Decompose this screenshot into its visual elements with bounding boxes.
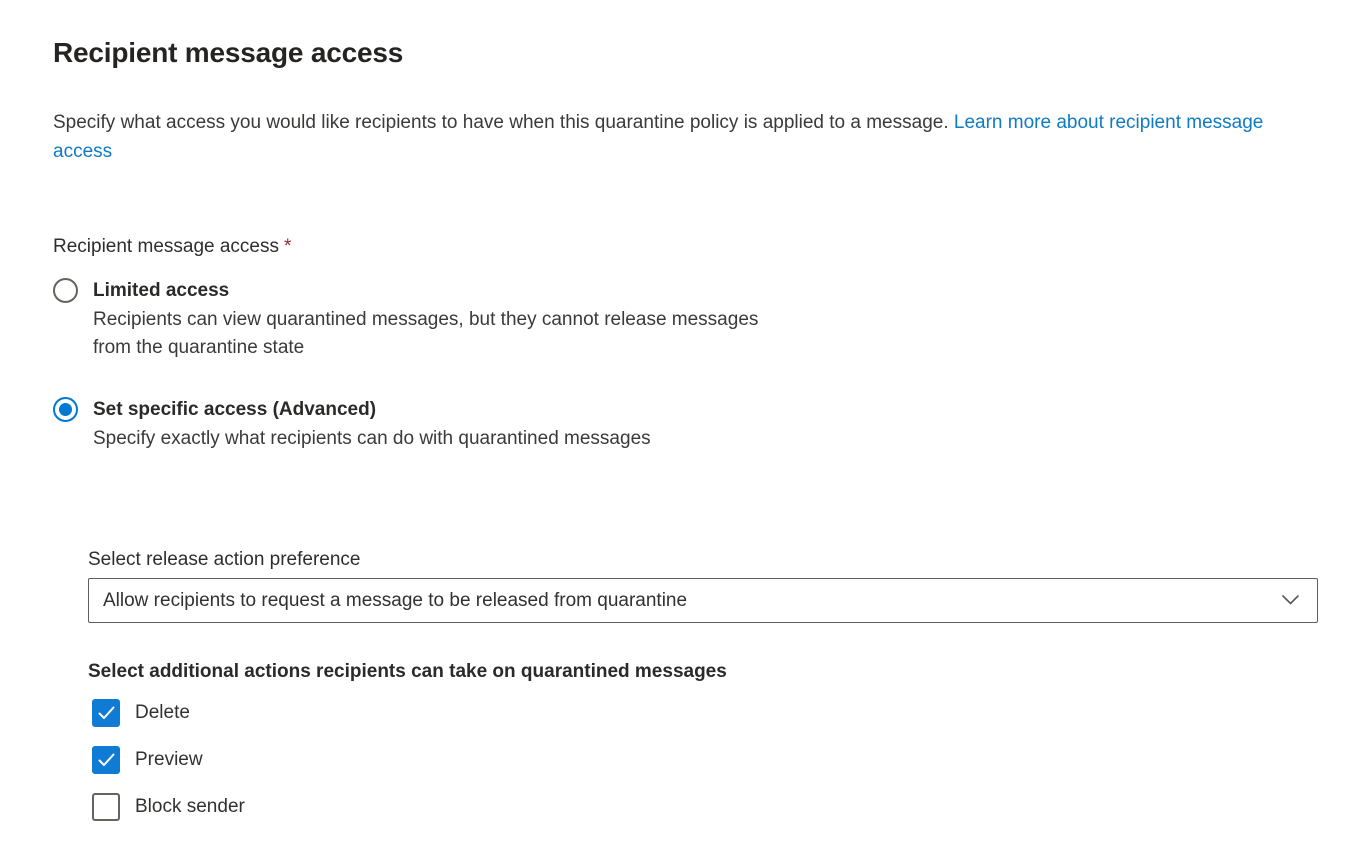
advanced-access-section bbox=[88, 545, 1318, 821]
release-action-label: Select release action preference bbox=[88, 549, 361, 570]
radio-option-label: Limited access bbox=[93, 280, 230, 301]
checkbox-row-delete[interactable] bbox=[92, 699, 1318, 727]
additional-actions-label: Select additional actions recipients can take on quarantined messages bbox=[88, 661, 727, 682]
set-specific-access-radio-button[interactable] bbox=[53, 397, 78, 422]
radio-option-limited-access[interactable] bbox=[53, 276, 1318, 362]
release-action-selected-value: Allow recipients to request a message to be released from quarantine bbox=[103, 589, 688, 611]
radio-option-label: Set specific access (Advanced) bbox=[93, 399, 377, 420]
limited-access-radio-button[interactable] bbox=[53, 278, 78, 303]
checkbox-label: Block sender bbox=[135, 796, 245, 817]
checkbox-label: Preview bbox=[135, 749, 203, 770]
checkbox-row-preview[interactable] bbox=[92, 746, 1318, 774]
additional-actions-list bbox=[92, 699, 1318, 821]
radio-option-description: Specify exactly what recipients can do with quarantined messages bbox=[93, 428, 651, 449]
page-description bbox=[53, 108, 1318, 166]
checkmark-icon bbox=[98, 753, 115, 767]
release-action-dropdown[interactable] bbox=[88, 578, 1318, 623]
preview-checkbox[interactable] bbox=[92, 746, 120, 774]
radio-option-body bbox=[93, 395, 651, 453]
radio-option-set-specific-access[interactable] bbox=[53, 395, 1318, 453]
checkbox-row-block-sender[interactable] bbox=[92, 793, 1318, 821]
radio-option-description: Recipients can view quarantined messages, but they cannot release messages from the quarantine state bbox=[93, 309, 759, 358]
page-description-text: Specify what access you would like recipients to have when this quarantine policy is applied to a message. bbox=[53, 112, 949, 133]
checkmark-icon bbox=[98, 706, 115, 720]
required-asterisk: * bbox=[284, 236, 292, 257]
radio-option-body bbox=[93, 276, 793, 362]
checkbox-label: Delete bbox=[135, 702, 190, 723]
access-group-label bbox=[53, 232, 1318, 261]
access-group-label-text: Recipient message access bbox=[53, 236, 279, 257]
delete-checkbox[interactable] bbox=[92, 699, 120, 727]
learn-more-link[interactable]: Learn more about recipient message access bbox=[53, 112, 1264, 162]
page-title: Recipient message access bbox=[53, 37, 404, 68]
chevron-down-icon bbox=[1282, 592, 1299, 610]
block-sender-checkbox[interactable] bbox=[92, 793, 120, 821]
